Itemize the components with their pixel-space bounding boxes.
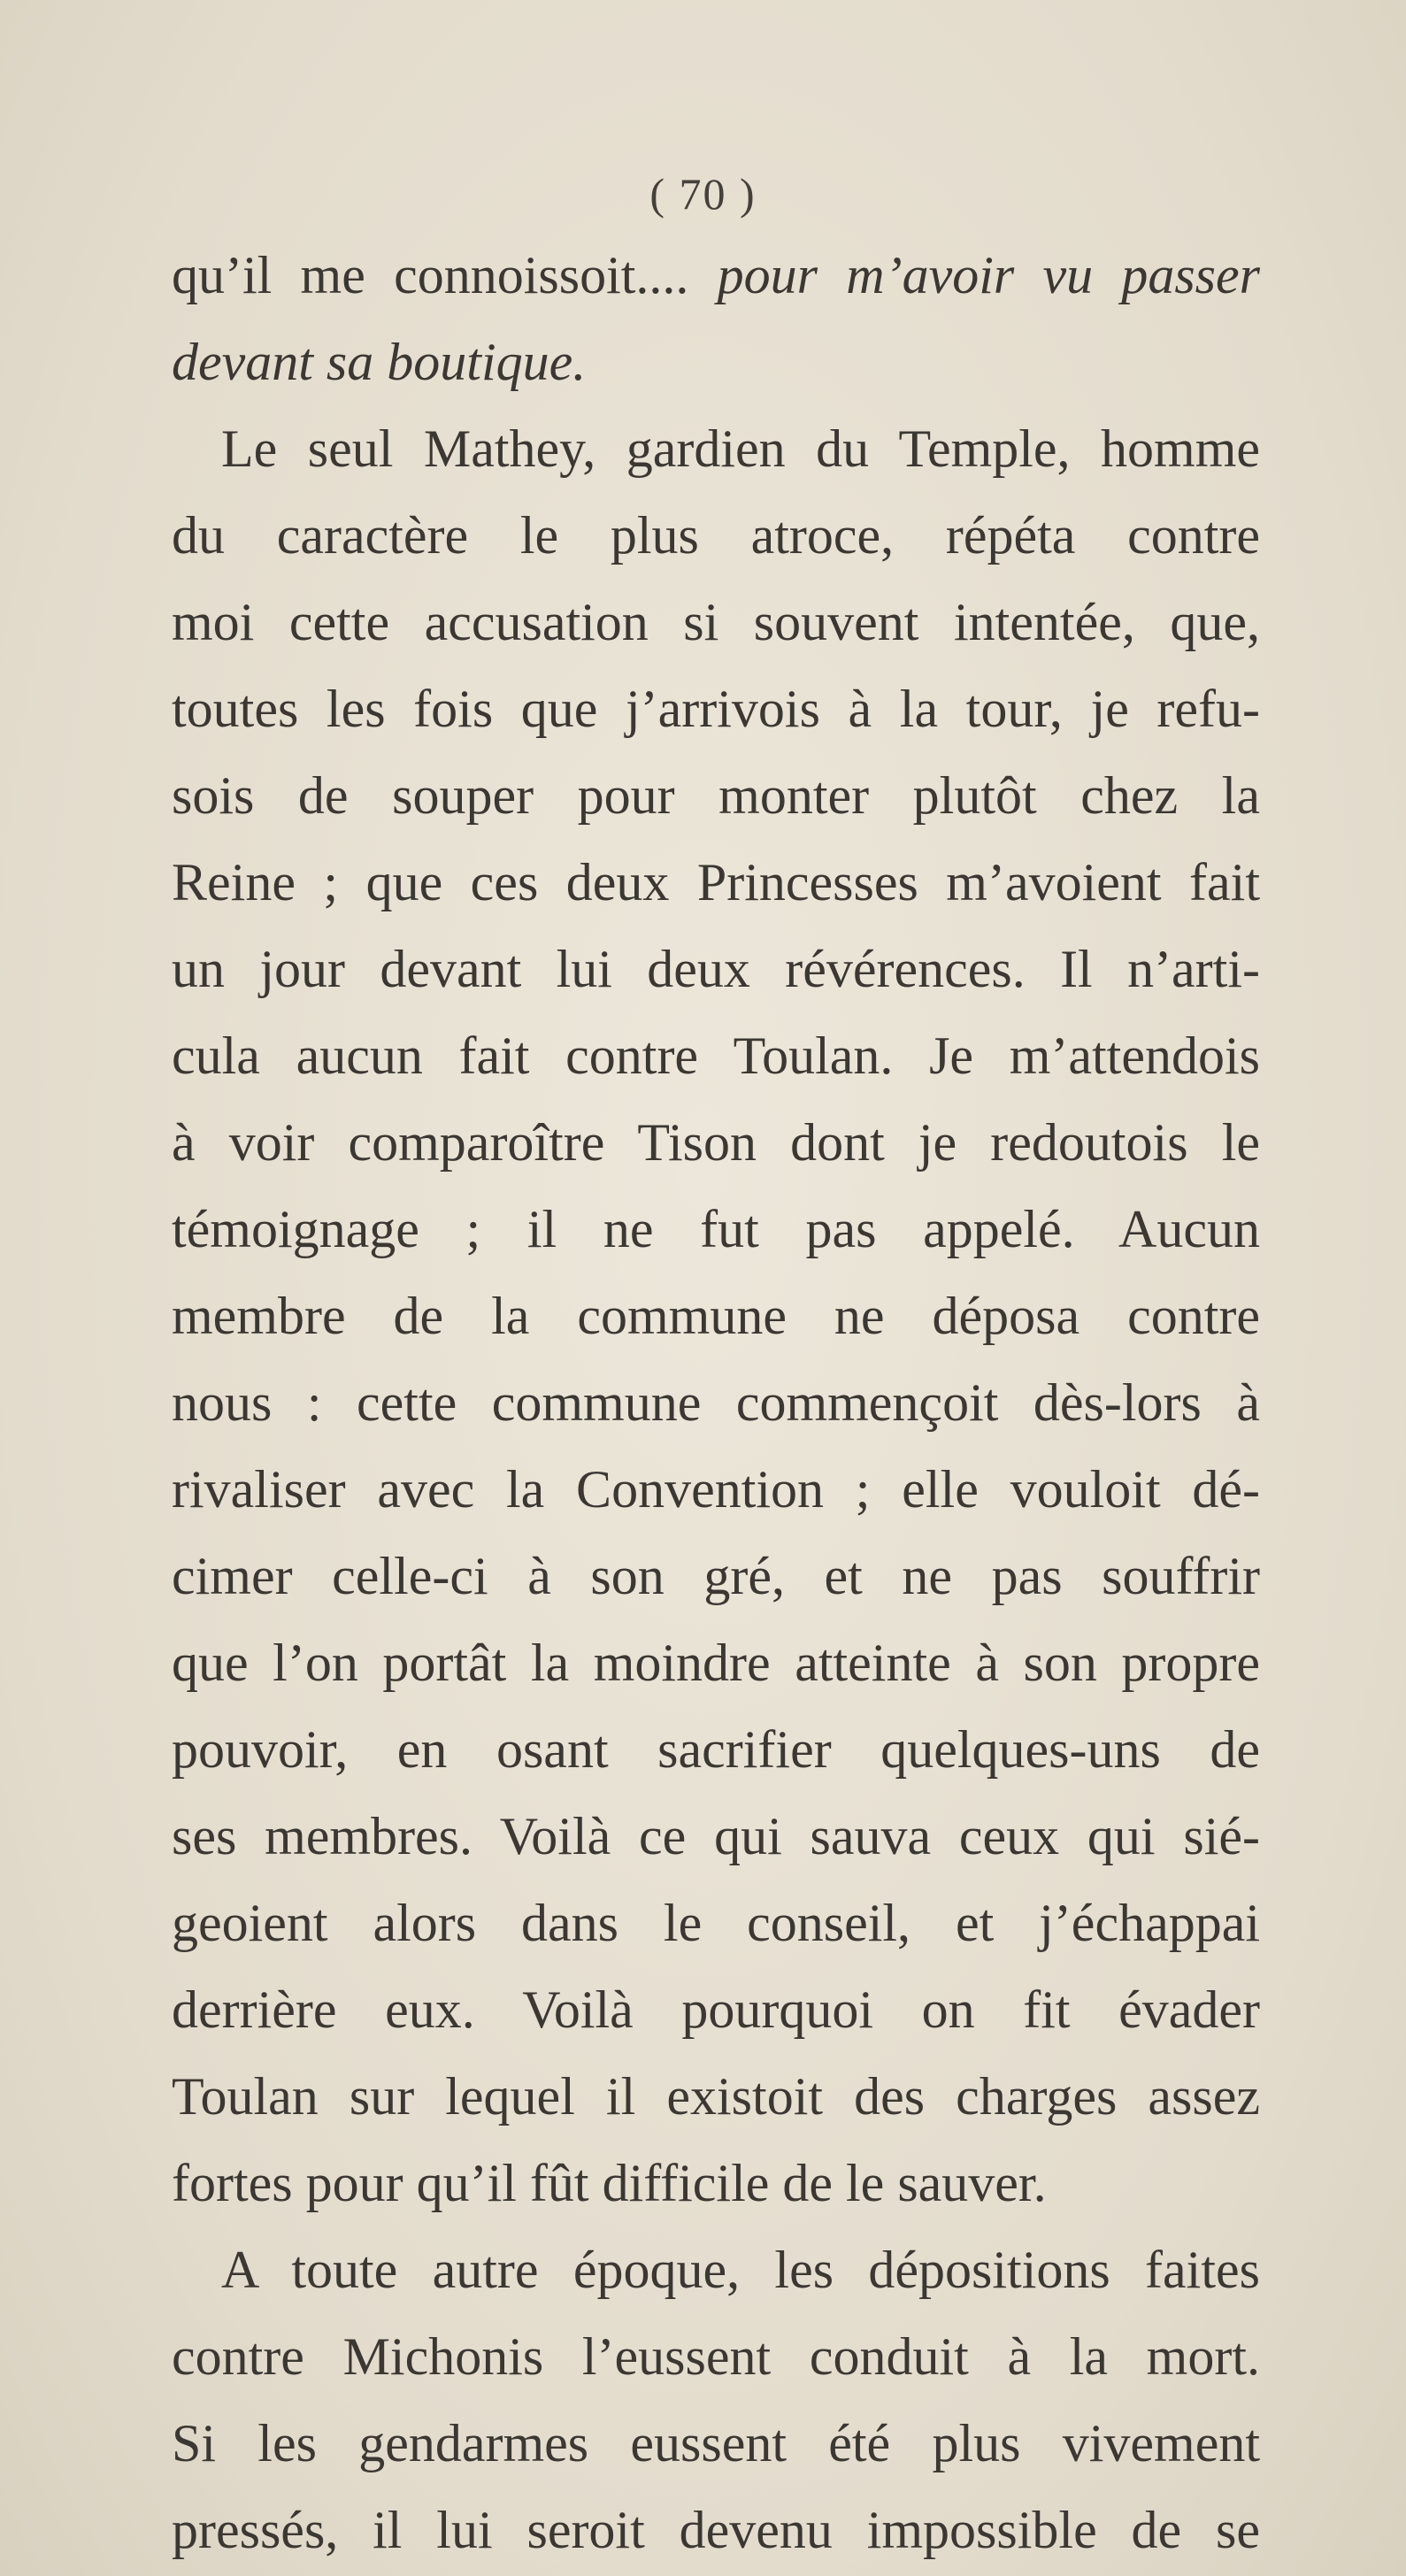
text-line: sois de souper pour monter plutôt chez la (172, 766, 1260, 825)
text-line: témoignage ; il ne fut pas appelé. Aucun (172, 1200, 1260, 1258)
text-line: cula aucun fait contre Toulan. Je m’attendois (172, 1027, 1260, 1085)
text-line: derrière eux. Voilà pourquoi on fit évader (172, 1980, 1260, 2039)
text-line: Toulan sur lequel il existoit des charges assez (172, 2067, 1260, 2126)
text-line: devant sa boutique. (172, 333, 587, 391)
text-line: Si les gendarmes eussent été plus vivement (172, 2414, 1260, 2472)
text-line: membre de la commune ne déposa contre (172, 1287, 1260, 1345)
text-line: geoient alors dans le conseil, et j’échappai (172, 1894, 1260, 1952)
text-line: toutes les fois que j’arrivois à la tour, je refu- (172, 680, 1260, 738)
text-line: rivaliser avec la Convention ; elle vouloit dé- (172, 1460, 1260, 1519)
text-line: à voir comparoître Tison dont je redoutois le (172, 1113, 1260, 1172)
text-line: qu’il me connoissoit.... pour m’avoir vu passer (172, 246, 1260, 304)
text-line: fortes pour qu’il fût difficile de le sauver. (172, 2154, 1047, 2212)
paragraph-start-line: Le seul Mathey, gardien du Temple, homme (221, 419, 1260, 478)
page-number: ( 70 ) (649, 169, 757, 219)
text-line: un jour devant lui deux révérences. Il n’arti- (172, 940, 1260, 998)
text-line: pouvoir, en osant sacrifier quelques-uns de (172, 1720, 1260, 1779)
text-line: du caractère le plus atroce, répéta contre (172, 506, 1260, 565)
text-line: nous : cette commune commençoit dès-lors à (172, 1373, 1260, 1432)
text-line: Reine ; que ces deux Princesses m’avoient fait (172, 853, 1260, 911)
paragraph-start-line: A toute autre époque, les dépositions faites (221, 2241, 1260, 2299)
text-line: cimer celle-ci à son gré, et ne pas souffrir (172, 1547, 1260, 1605)
body-text (172, 232, 1260, 2573)
text-line: que l’on portât la moindre atteinte à son propre (172, 1634, 1260, 1692)
text-line: ses membres. Voilà ce qui sauva ceux qui sié- (172, 1807, 1260, 1865)
text-line: pressés, il lui seroit devenu impossible de se (172, 2501, 1260, 2559)
text-line: moi cette accusation si souvent intentée, que, (172, 593, 1260, 651)
text-line: contre Michonis l’eussent conduit à la mort. (172, 2327, 1260, 2386)
